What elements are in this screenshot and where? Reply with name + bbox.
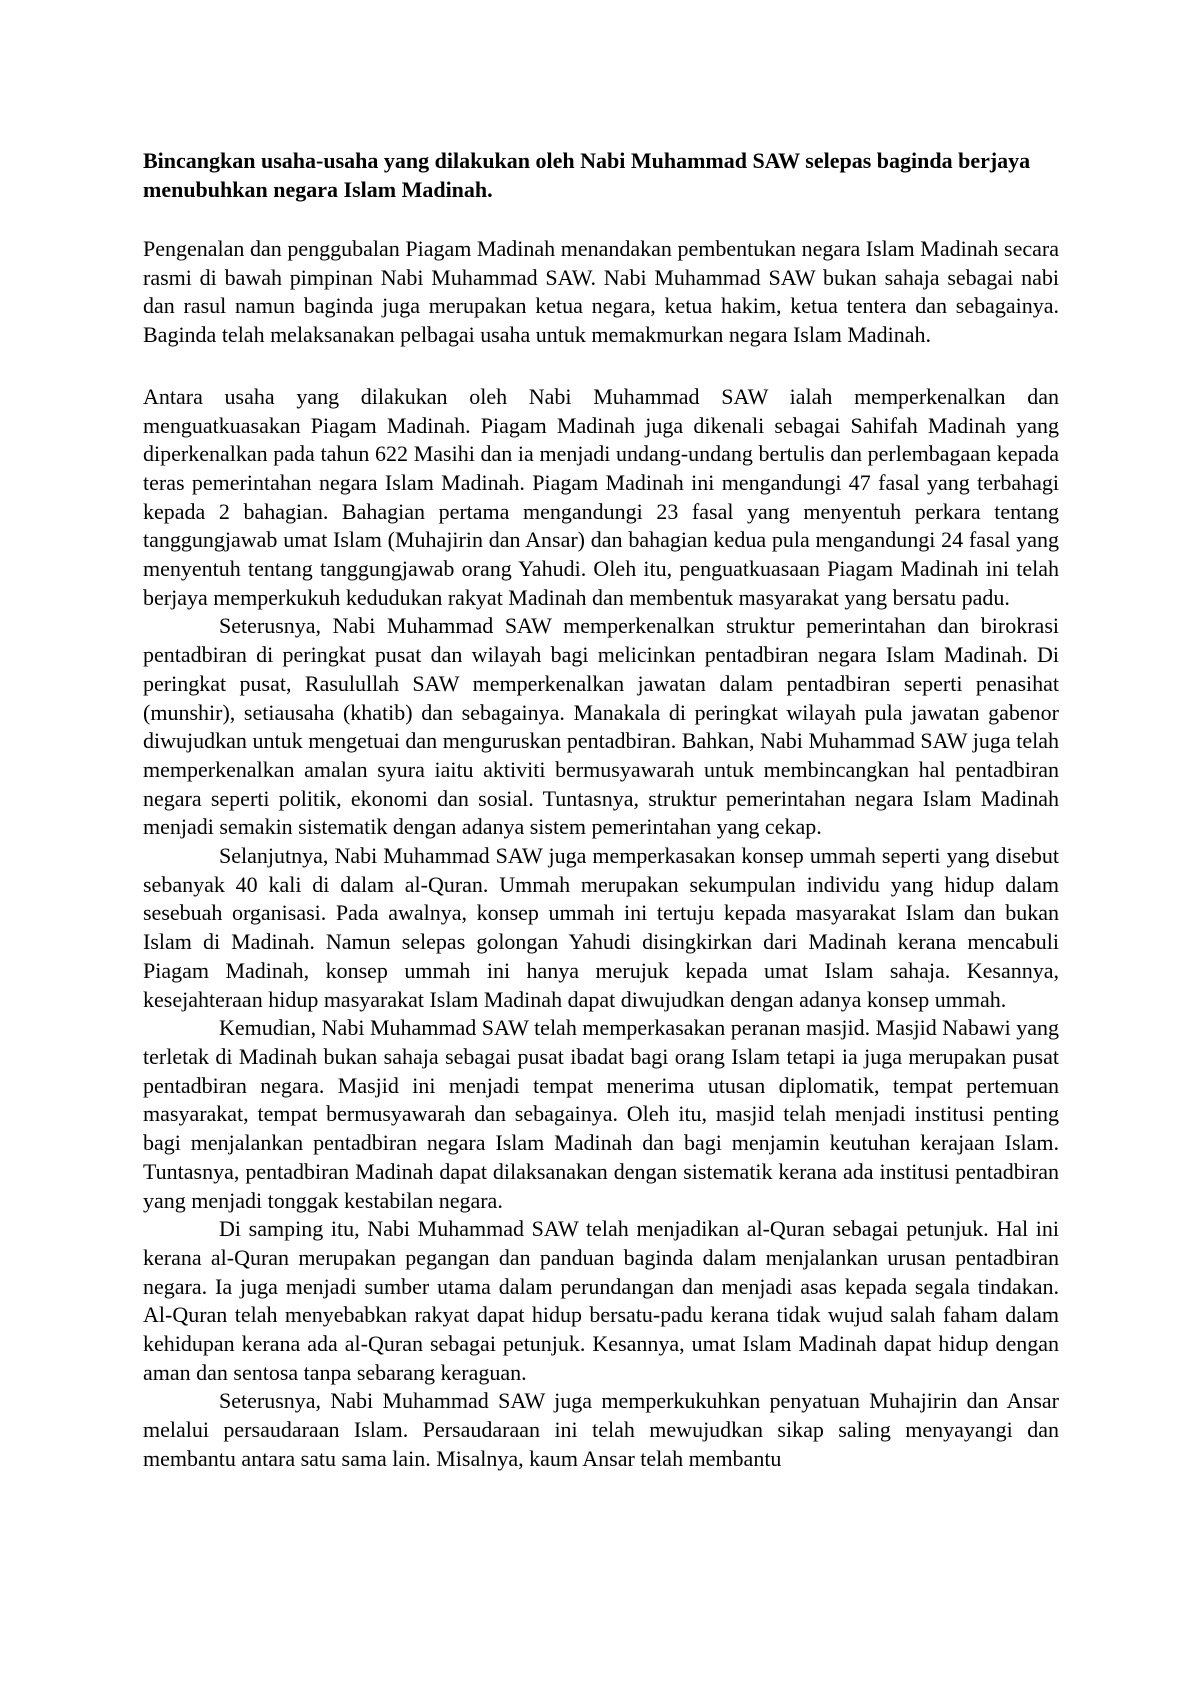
paragraph-piagam-madinah: Antara usaha yang dilakukan oleh Nabi Muhammad SAW ialah memperkenalkan dan menguatkuasakan Piagam Madinah. Piagam Madinah juga dikenali sebagai Sahifah Madinah yang diperkenalkan pada tahun 622 Masihi dan ia menjadi undang-undang bertulis dan perlembagaan kepada teras pemerintahan negara Islam Madinah. Piagam Madinah ini mengandungi 47 fasal yang terbahagi kepada 2 bahagian. Bahagian pertama mengandungi 23 fasal yang menyentuh perkara tentang tanggungjawab umat Islam (Muhajirin dan Ansar) dan bahagian kedua pula mengandungi 24 fasal yang menyentuh tentang tanggungjawab orang Yahudi. Oleh itu, penguatkuasaan Piagam Madinah ini telah berjaya memperkukuh kedudukan rakyat Madinah dan membentuk masyarakat yang bersatu padu. [143,383,1059,610]
paragraph-al-quran-petunjuk: Di samping itu, Nabi Muhammad SAW telah menjadikan al-Quran sebagai petunjuk. Hal ini kerana al-Quran merupakan pegangan dan panduan baginda dalam menjalankan urusan pentadbiran negara. Ia juga menjadi sumber utama dalam perundangan dan menjadi asas kepada segala tindakan. Al-Quran telah menyebabkan rakyat dapat hidup bersatu-padu kerana tidak wujud salah faham dalam kehidupan kerana ada al-Quran sebagai petunjuk. Kesannya, umat Islam Madinah dapat hidup dengan aman dan sentosa tanpa sebarang keraguan. [143,1216,1059,1385]
paragraph-konsep-ummah: Selanjutnya, Nabi Muhammad SAW juga memperkasakan konsep ummah seperti yang disebut sebanyak 40 kali di dalam al-Quran. Ummah merupakan sekumpulan individu yang hidup dalam sesebuah organisasi. Pada awalnya, konsep ummah ini tertuju kepada masyarakat Islam dan bukan Islam di Madinah. Namun selepas golongan Yahudi disingkirkan dari Madinah kerana mencabuli Piagam Madinah, konsep ummah ini hanya merujuk kepada umat Islam sahaja. Kesannya, kesejahteraan hidup masyarakat Islam Madinah dapat diwujudkan dengan adanya konsep ummah. [143,843,1059,1012]
document-page [143,146,1059,1474]
paragraph-peranan-masjid: Kemudian, Nabi Muhammad SAW telah memperkasakan peranan masjid. Masjid Nabawi yang terletak di Madinah bukan sahaja sebagai pusat ibadat bagi orang Islam tetapi ia juga merupakan pusat pentadbiran negara. Masjid ini menjadi tempat menerima utusan diplomatik, tempat pertemuan masyarakat, tempat bermusyawarah dan sebagainya. Oleh itu, masjid telah menjadi institusi penting bagi menjalankan pentadbiran negara Islam Madinah dan bagi menjamin keutuhan kerajaan Islam. Tuntasnya, pentadbiran Madinah dapat dilaksanakan dengan sistematik kerana ada institusi pentadbiran yang menjadi tonggak kestabilan negara. [143,1015,1059,1213]
document-title: Bincangkan usaha-usaha yang dilakukan oleh Nabi Muhammad SAW selepas baginda berjaya menubuhkan negara Islam Madinah. [143,148,1031,202]
paragraph-introduction: Pengenalan dan penggubalan Piagam Madinah menandakan pembentukan negara Islam Madinah secara rasmi di bawah pimpinan Nabi Muhammad SAW. Nabi Muhammad SAW bukan sahaja sebagai nabi dan rasul namun baginda juga merupakan ketua negara, ketua hakim, ketua tentera dan sebagainya. Baginda telah melaksanakan pelbagai usaha untuk memakmurkan negara Islam Madinah. [143,236,1059,348]
paragraph-persaudaraan-islam: Seterusnya, Nabi Muhammad SAW juga memperkukuhkan penyatuan Muhajirin dan Ansar melalui persaudaraan Islam. Persaudaraan ini telah mewujudkan sikap saling menyayangi dan membantu antara satu sama lain. Misalnya, kaum Ansar telah membantu [143,1388,1059,1471]
paragraph-struktur-pemerintahan: Seterusnya, Nabi Muhammad SAW memperkenalkan struktur pemerintahan dan birokrasi pentadbiran di peringkat pusat dan wilayah bagi melicinkan pentadbiran negara Islam Madinah. Di peringkat pusat, Rasulullah SAW memperkenalkan jawatan dalam pentadbiran seperti penasihat (munshir), setiausaha (khatib) dan sebagainya. Manakala di peringkat wilayah pula jawatan gabenor diwujudkan untuk mengetuai dan menguruskan pentadbiran. Bahkan, Nabi Muhammad SAW juga telah memperkenalkan amalan syura iaitu aktiviti bermusyawarah untuk membincangkan hal pentadbiran negara seperti politik, ekonomi dan sosial. Tuntasnya, struktur pemerintahan negara Islam Madinah menjadi semakin sistematik dengan adanya sistem pemerintahan yang cekap. [143,613,1059,840]
